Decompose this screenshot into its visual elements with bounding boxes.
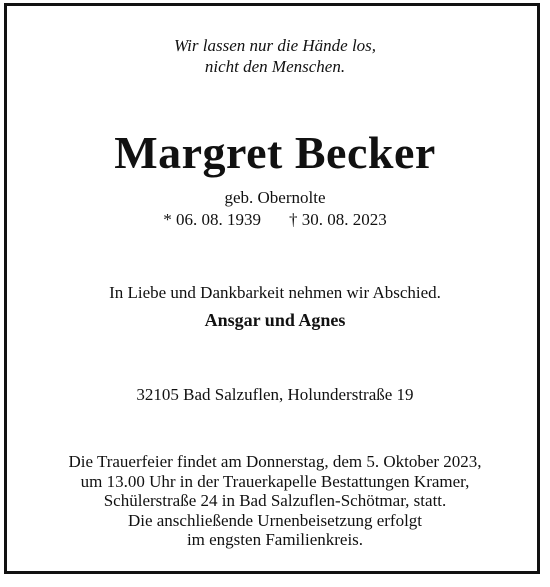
service-line-4: Die anschließende Urnenbeisetzung erfolgt: [127, 510, 423, 530]
motto-line-2: nicht den Menschen.: [204, 57, 346, 76]
service-line-1: Die Trauerfeier findet am Donnerstag, dem 5. Oktober 2023,: [68, 452, 482, 471]
service-line-2: um 13.00 Uhr in der Trauerkapelle Bestattungen Kramer,: [80, 471, 470, 491]
maiden-name: geb. Obernolte: [224, 188, 326, 207]
deceased-name: Margret Becker: [114, 127, 436, 178]
motto-quote: [0, 35, 550, 77]
funeral-service-info: [0, 452, 550, 550]
family-address: 32105 Bad Salzuflen, Holunderstraße 19: [136, 385, 414, 404]
motto-line-1: Wir lassen nur die Hände los,: [173, 36, 377, 55]
death-date: † 30. 08. 2023: [289, 210, 387, 229]
mourner-names: Ansgar und Agnes: [204, 310, 346, 330]
service-line-5: im engsten Familienkreis.: [186, 530, 364, 549]
birth-date: * 06. 08. 1939: [163, 210, 261, 229]
life-dates: [0, 210, 550, 230]
farewell-text: In Liebe und Dankbarkeit nehmen wir Abschied.: [109, 283, 441, 302]
service-line-3: Schülerstraße 24 in Bad Salzuflen-Schötmar, statt.: [103, 491, 447, 510]
